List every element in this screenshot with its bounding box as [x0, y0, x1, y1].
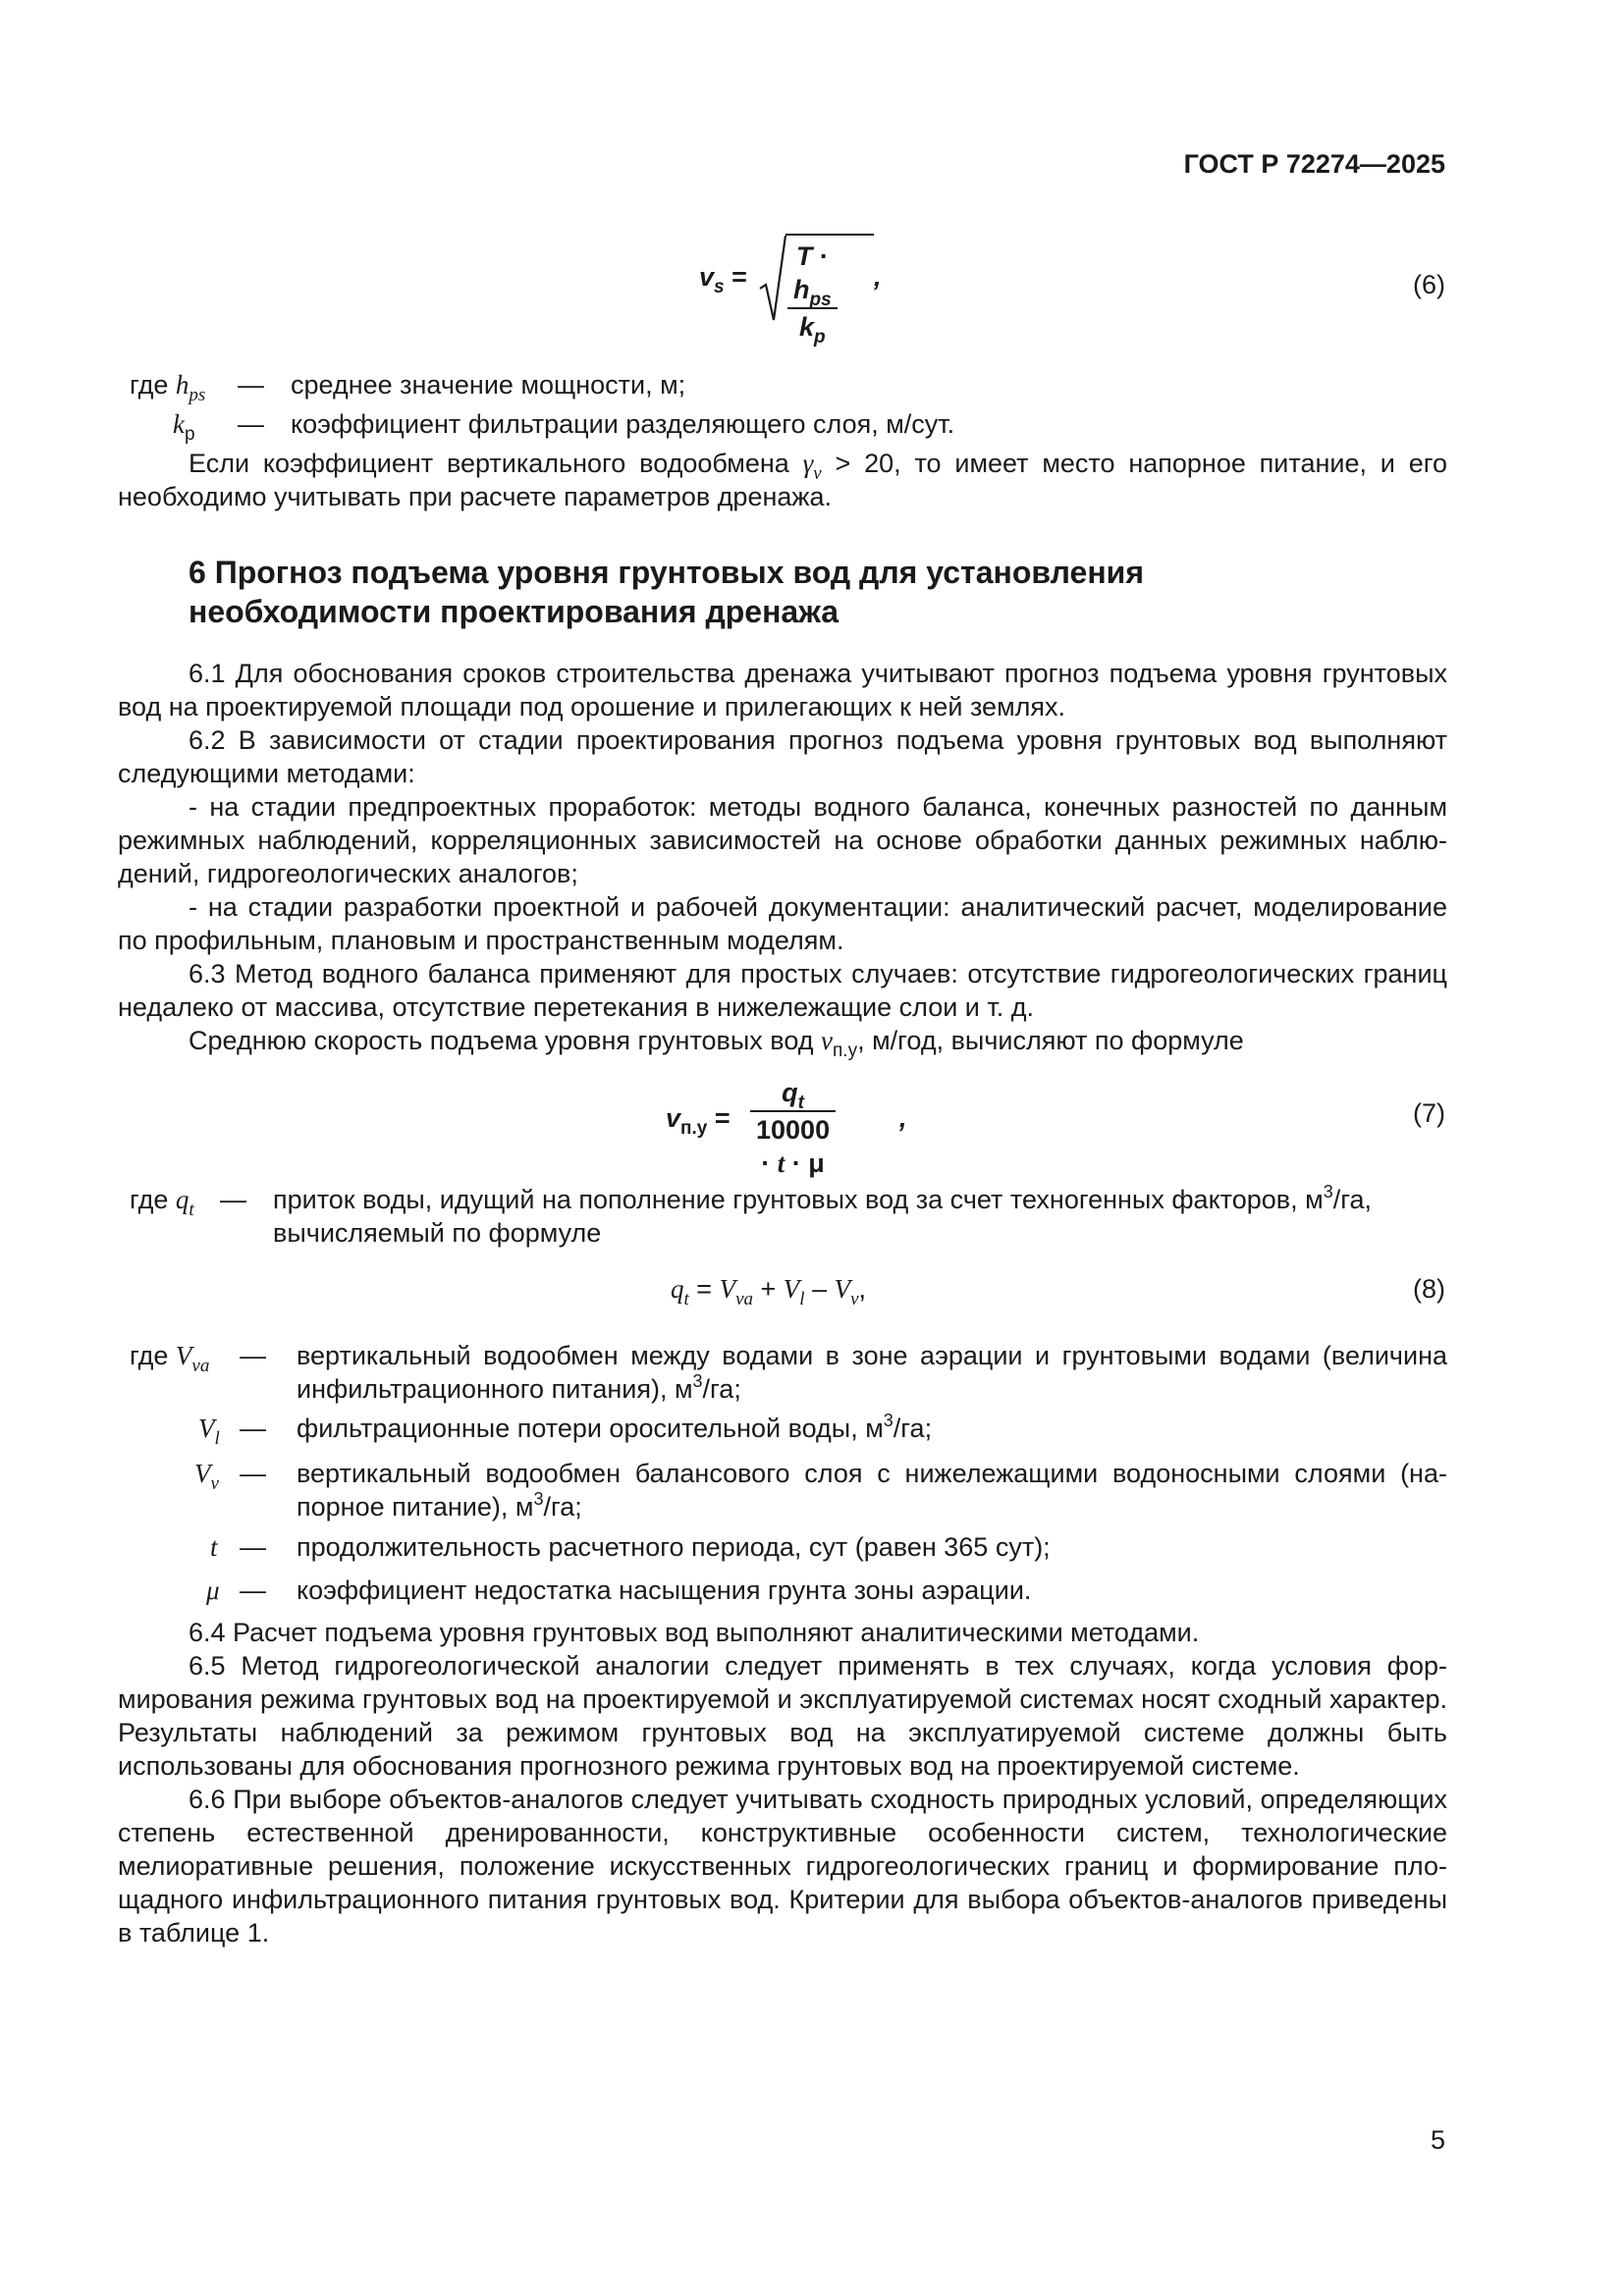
- equation-6-number: (6): [1413, 270, 1445, 299]
- definition-v-v: $V_v$ — вертикальный водообмен балансового слоя с нижележащими водоносными слоями (напорное питание), $м^3/га$;: [194, 1459, 1447, 1522]
- paragraph-gamma: Если коэффициент вертикального водообмена $\gamma_v > 20$, то имеет место напорное питание, и его необходимо учитывать при расчете параметров дренажа.: [118, 449, 1447, 511]
- definition-v-va: где $V_{va}$ — вертикальный водообмен между водами в зоне аэрации и грунтовыми водами (величина инфильтрационного питания), $м^3/га$;: [130, 1341, 1447, 1404]
- paragraph-6-1: 6.1 Для обоснования сроков строительства дренажа учитывают прогноз подъема уровня грунтовых вод на проектируемой площади под орошение и прилегающих к ней землях.: [118, 659, 1447, 721]
- paragraph-6-4: 6.4 Расчет подъема уровня грунтовых вод выполняют аналитическими методами.: [189, 1618, 1200, 1647]
- paragraph-6-2-b: - на стадии разработки проектной и рабочей документации: аналитический расчет, моделирование по профильным, плановым и пространственным моделям.: [118, 892, 1447, 955]
- paragraph-6-5: 6.5 Метод гидрогеологической аналогии следует применять в тех случаях, когда условия формирования режима грунтовых вод на проектируемой и эксплуатируемой системах носят сходный характер. Результаты наблюдений за режимом грунтовых вод на эксплуатируемой системе должны быть использованы для обоснования прогнозного режима грунтовых вод на проектируемой системе.: [118, 1651, 1447, 1781]
- equation-7-number: (7): [1413, 1098, 1445, 1128]
- paragraph-6-3: 6.3 Метод водного баланса применяют для простых случаев: отсутствие гидрогеологических границ недалеко от массива, отсутствие перетекания в нижележащие слои и т. д.: [118, 959, 1447, 1022]
- equation-8: $q_t = V_{va} + V_l - V_v$,: [671, 1274, 867, 1309]
- document-header: ГОСТ Р 72274—2025: [1183, 149, 1445, 179]
- equation-8-number: (8): [1413, 1274, 1445, 1304]
- definition-q-t: где $q_t$ — приток воды, идущий на пополнение грунтовых вод за счет техногенных факторов, $м^3/га$, вычисляемый по формуле: [130, 1182, 1373, 1248]
- definition-v-l: $V_l$ — фильтрационные потери оросительной воды, $м^3/га$;: [198, 1411, 933, 1449]
- page-number: 5: [1430, 2125, 1445, 2155]
- document-page: ГОСТ Р 72274—2025 $v_s$ = $T \cdot h_{ps}$ $k_p$ , (6) где $h_{ps}$ — среднее значение мощности, м; $k_p$ — коэффициент фильтрации разделяющего слоя, м/сут. Если коэффициент вертикального водообмена $\gamma_v > 20$, то имеет место напорное питание, и его необходимо учитывать при расчете параметров дренажа. 6 Прогноз подъема уровня грунтовых вод для установления необходимости проектирования дренажа 6.1 Для обоснования сроков строительства дренажа учитывают прогноз подъема уровня грунтовых вод на проектируемой площади под орошение и прилегающих к ней землях. 6.2 В зависимости от стадии проектирования прогноз подъема уровня грунтовых вод выполняют следующими методами: - на стадии предпроектных проработок: методы водного баланса, конечных разностей по данным режимных наблюдений, корреляционных зависимостей на основе обработки данных режимных наблюдений, гидрогеологических аналогов; - на стадии разработки проектной и рабочей документации: аналитический расчет, моделирование по профильным, плановым и пространственным моделям. 6.3 Метод водного баланса применяют для простых случаев: отсутствие гидрогеологических границ недалеко от массива, отсутствие перетекания в нижележащие слои и т. д. Среднюю скорость подъема уровня грунтовых вод $v_{п.у}$, м/год, вычисляют по формуле $v_{п.у}$ = $\frac{q_t}{10000 \cdot t \cdot \mu}$ , (7) где $q_t$ — приток воды, идущий на пополнение грунтовых вод за счет техногенных факторов, $м^3/га$, вычисляемый по формуле $q_t = V_{va} + V_l - V_v$, (8) где $V_{va}$ — вертикальный водообмен между водами в зоне аэрации и грунтовыми водами (величина инфильтрационного питания), $м^3/га$; $V_l$ — фильтрационные потери оросительной воды, $м^3/га$; $V_v$ — вертикальный водообмен балансового слоя с нижележащими водоносными слоями (напорное питание), $м^3/га$; t — продолжительность расчетного периода, сут (равен 365 сут); μ — коэффициент недостатка насыщения грунта зоны аэрации. 6.4 Расчет подъема уровня грунтовых вод выполняют аналитическими методами. 6.5 Метод гидрогеологической аналогии следует применять в тех случаях, когда условия формирования режима грунтовых вод на проектируемой и эксплуатируемой системах носят сходный характер. Результаты наблюдений за режимом грунтовых вод на эксплуатируемой системе должны быть использованы для обоснования прогнозного режима грунтовых вод на проектируемой системе. 6.6 При выборе объектов-аналогов следует учитывать сходность природных условий, определяющих степень естественной дренированности, конструктивные особенности систем, технологические мелиоративные решения, положение искусственных гидрогеологических границ и формирование площадного инфильтрационного питания грунтовых вод. Критерии для выбора объектов-аналогов приведены в таблице 1. 5: [118, 149, 1447, 2155]
- definition-h-ps: где $h_{ps}$ — среднее значение мощности, м;: [130, 370, 686, 405]
- definition-t: t — продолжительность расчетного периода, сут (равен 365 сут);: [210, 1532, 1051, 1562]
- section-6-heading: 6 Прогноз подъема уровня грунтовых вод для установления необходимости проектирования дренажа: [189, 555, 1144, 629]
- definition-k-p: $k_p$ — коэффициент фильтрации разделяющего слоя, м/сут.: [173, 409, 955, 445]
- paragraph-6-2: 6.2 В зависимости от стадии проектирования прогноз подъема уровня грунтовых вод выполняют следующими методами:: [118, 725, 1447, 788]
- sqrt-sign-icon: [758, 234, 787, 326]
- paragraph-6-6: 6.6 При выборе объектов-аналогов следует учитывать сходность природных условий, определяющих степень естественной дренированности, конструктивные особенности систем, технологические мелиоративные решения, положение искусственных гидрогеологических границ и формирование площадного инфильтрационного питания грунтовых вод. Критерии для выбора объектов-аналогов приведены в таблице 1.: [118, 1785, 1447, 1948]
- definition-mu: μ — коэффициент недостатка насыщения грунта зоны аэрации.: [206, 1575, 1032, 1605]
- paragraph-speed: Среднюю скорость подъема уровня грунтовых вод $v_{п.у}$, м/год, вычисляют по формуле: [189, 1026, 1244, 1061]
- paragraph-6-2-a: - на стадии предпроектных проработок: методы водного баланса, конечных разностей по данным режимных наблюдений, корреляционных зависимостей на основе обработки данных режимных наблюдений, гидрогеологических аналогов;: [118, 792, 1447, 888]
